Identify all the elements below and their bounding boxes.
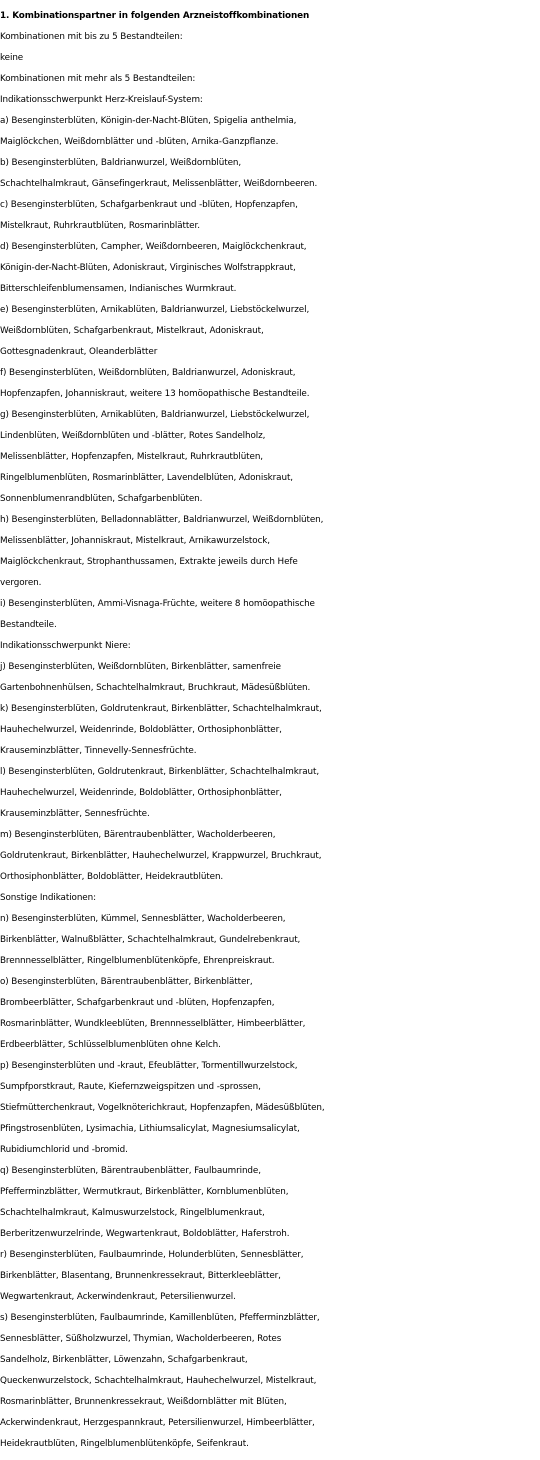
text-line: Stiefmütterchenkraut, Vogelknöterichkraut, Hopfenzapfen, Mädesüßblüten, — [0, 1103, 325, 1113]
text-line: Gottesgnadenkraut, Oleanderblätter — [0, 347, 158, 357]
text-line: a) Besenginsterblüten, Königin-der-Nacht-Blüten, Spigelia anthelmia, — [0, 116, 297, 126]
text-line: Melissenblätter, Hopfenzapfen, Mistelkraut, Ruhrkrautblüten, — [0, 452, 264, 462]
text-line: Ringelblumenblüten, Rosmarinblätter, Lavendelblüten, Adoniskraut, — [0, 473, 293, 483]
text-line: n) Besenginsterblüten, Kümmel, Sennesblätter, Wacholderbeeren, — [0, 914, 286, 924]
text-line: Indikationsschwerpunkt Herz-Kreislauf-System: — [0, 95, 203, 105]
text-line: Birkenblätter, Walnußblätter, Schachtelhalmkraut, Gundelrebenkraut, — [0, 935, 301, 945]
text-line: Königin-der-Nacht-Blüten, Adoniskraut, Virginisches Wolfstrappkraut, — [0, 263, 296, 273]
text-line: Gartenbohnenhülsen, Schachtelhalmkraut, Bruchkraut, Mädesüßblüten. — [0, 683, 311, 693]
text-line: o) Besenginsterblüten, Bärentraubenblätter, Birkenblätter, — [0, 977, 253, 987]
text-line: q) Besenginsterblüten, Bärentraubenblätter, Faulbaumrinde, — [0, 1166, 261, 1176]
text-line: keine — [0, 53, 24, 63]
text-line: Maiglöckchenkraut, Strophanthussamen, Extrakte jeweils durch Hefe — [0, 557, 298, 567]
text-line: e) Besenginsterblüten, Arnikablüten, Baldrianwurzel, Liebstöckelwurzel, — [0, 305, 310, 315]
text-line: Sandelholz, Birkenblätter, Löwenzahn, Schafgarbenkraut, — [0, 1355, 248, 1365]
text-line: s) Besenginsterblüten, Faulbaumrinde, Kamillenblüten, Pfefferminzblätter, — [0, 1313, 320, 1323]
text-line: Berberitzenwurzelrinde, Wegwartenkraut, Boldoblätter, Haferstroh. — [0, 1229, 290, 1239]
text-line: Bestandteile. — [0, 620, 57, 630]
text-line: Hopfenzapfen, Johanniskraut, weitere 13 homöopathische Bestandteile. — [0, 389, 310, 399]
text-line: Rosmarinblätter, Brunnenkressekraut, Weißdornblätter mit Blüten, — [0, 1397, 287, 1407]
text-line: h) Besenginsterblüten, Belladonnablätter, Baldrianwurzel, Weißdornblüten, — [0, 515, 324, 525]
text-line: Goldrutenkraut, Birkenblätter, Hauhechelwurzel, Krappwurzel, Bruchkraut, — [0, 851, 322, 861]
text-line: Orthosiphonblätter, Boldoblätter, Heidekrautblüten. — [0, 872, 224, 882]
text-line: Wegwartenkraut, Ackerwindenkraut, Petersilienwurzel. — [0, 1292, 236, 1302]
text-line: Brombeerblätter, Schafgarbenkraut und -blüten, Hopfenzapfen, — [0, 998, 275, 1008]
text-line: r) Besenginsterblüten, Faulbaumrinde, Holunderblüten, Sennesblätter, — [0, 1250, 304, 1260]
text-line: i) Besenginsterblüten, Ammi-Visnaga-Früchte, weitere 8 homöopathische — [0, 599, 315, 609]
text-line: Schachtelhalmkraut, Gänsefingerkraut, Melissenblätter, Weißdornbeeren. — [0, 179, 318, 189]
section-heading: 1. Kombinationspartner in folgenden Arzneistoffkombinationen — [0, 11, 310, 21]
text-line: Mistelkraut, Ruhrkrautblüten, Rosmarinblätter. — [0, 221, 200, 231]
text-line: Heidekrautblüten, Ringelblumenblütenköpfe, Seifenkraut. — [0, 1439, 249, 1449]
text-line: m) Besenginsterblüten, Bärentraubenblätter, Wacholderbeeren, — [0, 830, 276, 840]
text-line: Queckenwurzelstock, Schachtelhalmkraut, Hauhechelwurzel, Mistelkraut, — [0, 1376, 317, 1386]
text-line: l) Besenginsterblüten, Goldrutenkraut, Birkenblätter, Schachtelhalmkraut, — [0, 767, 320, 777]
text-line: b) Besenginsterblüten, Baldrianwurzel, Weißdornblüten, — [0, 158, 242, 168]
text-line: k) Besenginsterblüten, Goldrutenkraut, Birkenblätter, Schachtelhalmkraut, — [0, 704, 322, 714]
text-line: Birkenblätter, Blasentang, Brunnenkressekraut, Bitterkleeblätter, — [0, 1271, 281, 1281]
text-line: Pfingstrosenblüten, Lysimachia, Lithiumsalicylat, Magnesiumsalicylat, — [0, 1124, 300, 1134]
text-line: p) Besenginsterblüten und -kraut, Efeublätter, Tormentillwurzelstock, — [0, 1061, 298, 1071]
text-line: vergoren. — [0, 578, 42, 588]
text-line: Sonstige Indikationen: — [0, 893, 96, 903]
text-line: Maiglöckchen, Weißdornblätter und -blüten, Arnika-Ganzpflanze. — [0, 137, 279, 147]
text-line: Hauhechelwurzel, Weidenrinde, Boldoblätter, Orthosiphonblätter, — [0, 788, 282, 798]
text-line: Kombinationen mit bis zu 5 Bestandteilen: — [0, 32, 183, 42]
text-line: Pfefferminzblätter, Wermutkraut, Birkenblätter, Kornblumenblüten, — [0, 1187, 289, 1197]
text-line: Erdbeerblätter, Schlüsselblumenblüten ohne Kelch. — [0, 1040, 221, 1050]
text-line: Schachtelhalmkraut, Kalmuswurzelstock, Ringelblumenkraut, — [0, 1208, 265, 1218]
text-line: Brennnesselblätter, Ringelblumenblütenköpfe, Ehrenpreiskraut. — [0, 956, 275, 966]
text-line: Krauseminzblätter, Tinnevelly-Sennesfrüchte. — [0, 746, 197, 756]
text-line: Indikationsschwerpunkt Niere: — [0, 641, 131, 651]
text-line: Weißdornblüten, Schafgarbenkraut, Mistelkraut, Adoniskraut, — [0, 326, 264, 336]
text-lines — [0, 27, 540, 1455]
text-line: Lindenblüten, Weißdornblüten und -blätter, Rotes Sandelholz, — [0, 431, 266, 441]
text-line: Sumpfporstkraut, Raute, Kiefernzweigspitzen und -sprossen, — [0, 1082, 261, 1092]
text-line: g) Besenginsterblüten, Arnikablüten, Baldrianwurzel, Liebstöckelwurzel, — [0, 410, 310, 420]
text-line: Rosmarinblätter, Wundkleeblüten, Brennnesselblätter, Himbeerblätter, — [0, 1019, 306, 1029]
text-line: Hauhechelwurzel, Weidenrinde, Boldoblätter, Orthosiphonblätter, — [0, 725, 282, 735]
text-line: f) Besenginsterblüten, Weißdornblüten, Baldrianwurzel, Adoniskraut, — [0, 368, 296, 378]
text-line: c) Besenginsterblüten, Schafgarbenkraut und -blüten, Hopfenzapfen, — [0, 200, 298, 210]
text-line: j) Besenginsterblüten, Weißdornblüten, Birkenblätter, samenfreie — [0, 662, 281, 672]
text-line: Ackerwindenkraut, Herzgespannkraut, Petersilienwurzel, Himbeerblätter, — [0, 1418, 315, 1428]
text-line: Rubidiumchlorid und -bromid. — [0, 1145, 128, 1155]
text-line: Krauseminzblätter, Sennesfrüchte. — [0, 809, 150, 819]
text-line: Melissenblätter, Johanniskraut, Mistelkraut, Arnikawurzelstock, — [0, 536, 270, 546]
text-line: Sonnenblumenrandblüten, Schafgarbenblüten. — [0, 494, 203, 504]
text-line: Kombinationen mit mehr als 5 Bestandteilen: — [0, 74, 196, 84]
text-line: Bitterschleifenblumensamen, Indianisches Wurmkraut. — [0, 284, 237, 294]
text-line: d) Besenginsterblüten, Campher, Weißdornbeeren, Maiglöckchenkraut, — [0, 242, 307, 252]
text-line: Sennesblätter, Süßholzwurzel, Thymian, Wacholderbeeren, Rotes — [0, 1334, 282, 1344]
